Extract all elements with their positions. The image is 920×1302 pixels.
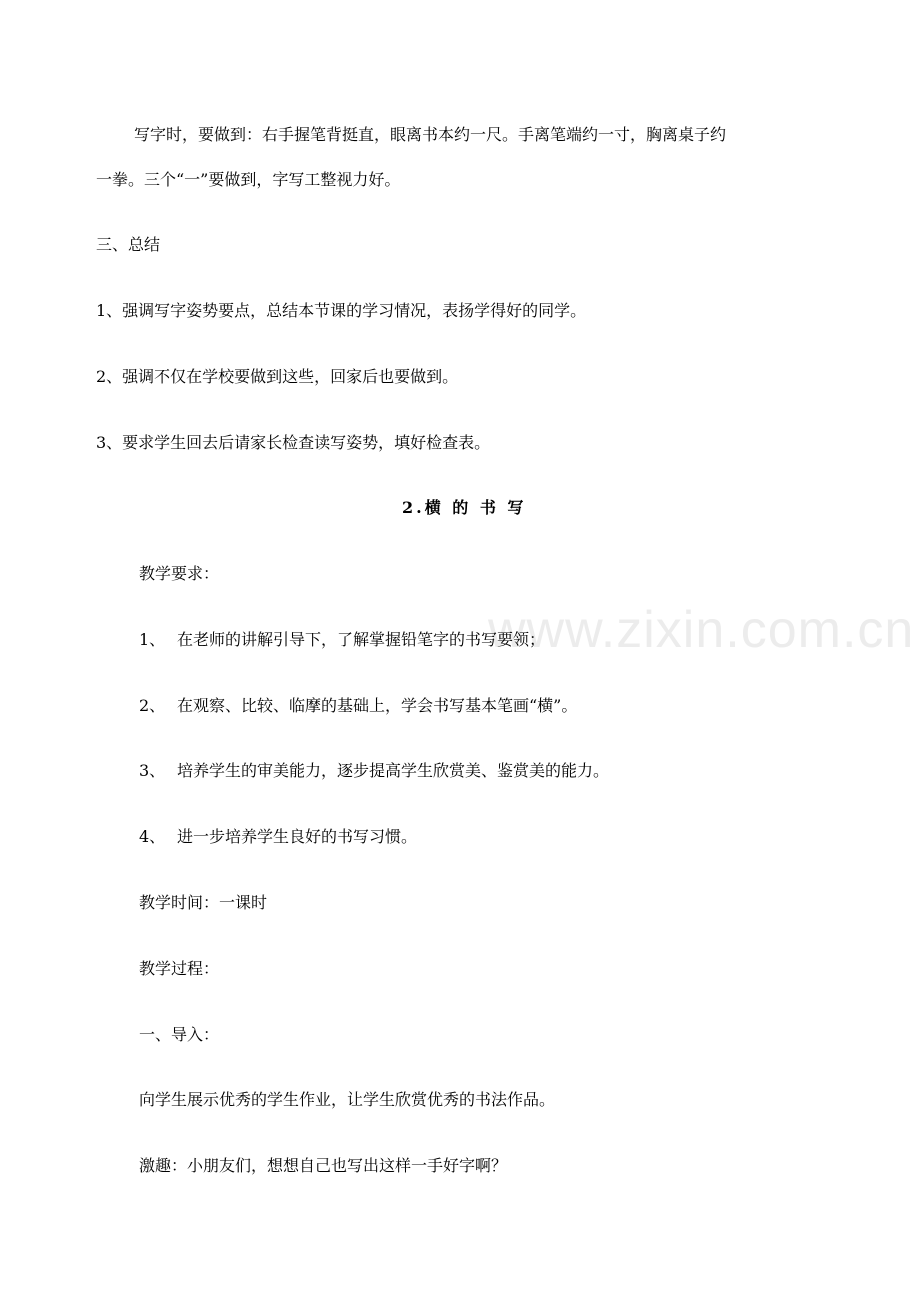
watermark: www.zixin.com.cn [488,601,915,659]
requirement-text: 进一步培养学生良好的书写习惯。 [177,827,418,846]
requirement-item [139,696,577,716]
paragraph-line: 一拳。三个“一”要做到，字写工整视力好。 [96,170,401,189]
intro-heading: 一、导入： [139,1025,220,1044]
section-heading-summary: 三、总结 [96,235,161,254]
summary-item: 3、要求学生回去后请家长检查读写姿势，填好检查表。 [96,433,491,452]
summary-item: 1、强调写字姿势要点，总结本节课的学习情况，表扬学得好的同学。 [96,301,587,320]
requirement-number: 2、 [139,696,166,715]
requirement-item [139,827,417,847]
lesson-time: 教学时间：一课时 [139,893,268,912]
requirement-item [139,761,609,781]
requirement-number: 3、 [139,761,166,780]
requirement-text: 在观察、比较、临摩的基础上，学会书写基本笔画“横”。 [177,696,578,715]
process-label: 教学过程： [139,959,220,978]
requirement-item [139,630,545,650]
requirement-number: 4、 [139,827,166,846]
summary-item: 2、强调不仅在学校要做到这些，回家后也要做到。 [96,367,459,386]
requirement-text: 培养学生的审美能力，逐步提高学生欣赏美、鉴赏美的能力。 [177,761,610,780]
paragraph-line: 写字时，要做到：右手握笔背挺直，眼离书本约一尺。手离笔端约一寸，胸离桌子约 [134,125,727,144]
requirement-text: 在老师的讲解引导下，了解掌握铅笔字的书写要领； [177,630,546,649]
requirement-number: 1、 [139,630,166,649]
requirements-label: 教学要求： [139,564,220,583]
lesson-title: 2.横 的 书 写 [402,498,527,517]
intro-paragraph: 激趣：小朋友们，想想自己也写出这样一手好字啊？ [139,1156,508,1175]
intro-paragraph: 向学生展示优秀的学生作业，让学生欣赏优秀的书法作品。 [139,1090,556,1109]
